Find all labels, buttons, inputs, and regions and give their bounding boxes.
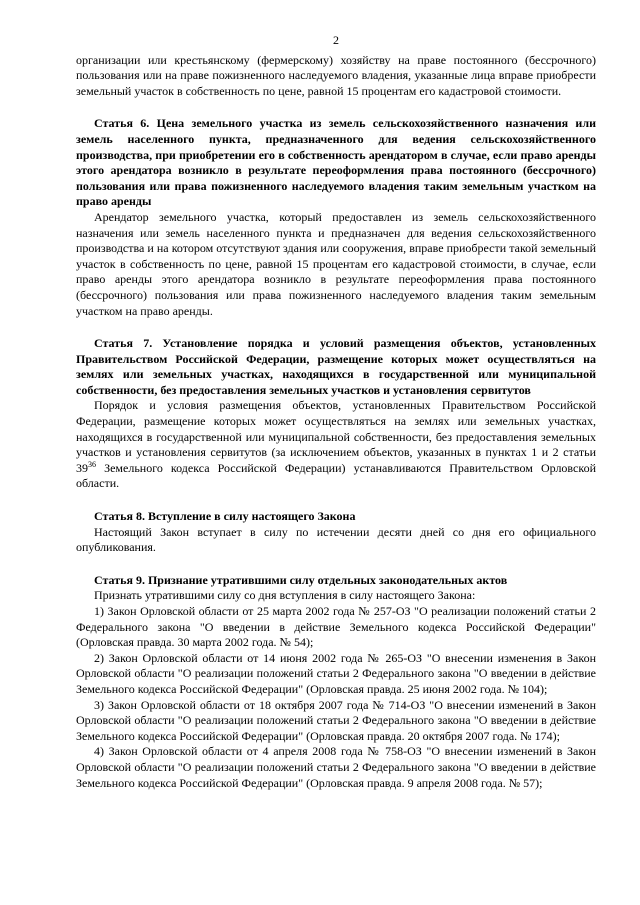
article-9-item-2: 2) Закон Орловской области от 14 июня 2002 года № 265-ОЗ "О внесении изменения в Закон Орловской области "О реализации положений статьи 2 Федерального закона "О введении в действие Земельного кодекса Российской Федерации" (Орловская правда. 25 июня 2002 года. № 104); (76, 650, 596, 696)
article-6-heading: Статья 6. Цена земельного участка из земель сельскохозяйственного назначения или земель населенного пункта, предназначенного для ведения сельскохозяйственного производства, при приобретении его в собственность арендатором в случае, если право аренды этого арендатора возникло в результате переоформления права постоянного (бессрочного) пользования или права пожизненного наследуемого владения таким земельным участком на право аренды (76, 116, 596, 209)
article-7-body (76, 398, 596, 492)
article-7-heading: Статья 7. Установление порядка и условий размещения объектов, установленных Правительством Российской Федерации, размещение которых может осуществляться на землях или земельных участках, находящихся в государственной или муниципальной собственности, без предоставления земельных участков и установления сервитутов (76, 336, 596, 397)
article-9-item-3: 3) Закон Орловской области от 18 октября 2007 года № 714-ОЗ "О внесении изменений в Закон Орловской области "О реализации положений статьи 2 Федерального закона "О введении в действие Земельного кодекса Российской Федерации" (Орловская правда. 20 октября 2007 года. № 174); (76, 697, 596, 743)
article-9-item-1: 1) Закон Орловской области от 25 марта 2002 года № 257-ОЗ "О реализации положений статьи 2 Федерального закона "О введении в действие Земельного кодекса Российской Федерации" (Орловская правда. 30 марта 2002 года. № 54); (76, 604, 596, 650)
article-6-body: Арендатор земельного участка, который предоставлен из земель сельскохозяйственного назначения или земель населенного пункта и предназначен для ведения сельскохозяйственного производства и на котором отсутствуют здания или сооружения, вправе приобрести такой земельный участок в собственность по цене, равной 15 процентам его кадастровой стоимости, в случае, если право аренды этого арендатора возникло в результате переоформления права постоянного (бессрочного) пользования или права пожизненного наследуемого владения таким земельным участком на право аренды. (76, 209, 596, 318)
article-8-body: Настоящий Закон вступает в силу по истечении десяти дней со дня его официального опубликования. (76, 524, 596, 555)
article-6 (76, 116, 596, 319)
article-8 (76, 509, 596, 556)
article-7-superscript: 36 (88, 459, 96, 469)
article-7-body-part-1: Порядок и условия размещения объектов, установленных Правительством Российской Федерации, размещение которых может осуществляться на землях или земельных участках, находящихся в государственной или муниципальной собственности, без предоставления земельных участков и установления сервитутов (за исключением объектов, указанных в пунктах 1 и 2 статьи 39 (76, 398, 596, 475)
article-8-heading: Статья 8. Вступление в силу настоящего Закона (94, 509, 356, 524)
article-9 (76, 573, 596, 791)
article-9-lead: Признать утратившими силу со дня вступления в силу настоящего Закона: (94, 588, 476, 603)
intro-paragraph: организации или крестьянскому (фермерскому) хозяйству на праве постоянного (бессрочного) пользования или на праве пожизненного наследуемого владения, указанные лица вправе приобрести земельный участок в собственность по цене, равной 15 процентам его кадастровой стоимости. (76, 52, 596, 98)
article-7-body-part-2: Земельного кодекса Российской Федерации) устанавливаются Правительством Орловской области. (76, 460, 596, 491)
page-number: 2 (333, 33, 339, 47)
article-9-heading: Статья 9. Признание утратившими силу отдельных законодательных актов (94, 572, 508, 587)
article-9-item-4: 4) Закон Орловской области от 4 апреля 2008 года № 758-ОЗ "О внесении изменений в Закон Орловской области "О реализации положений статьи 2 Федерального закона "О введении в действие Земельного кодекса Российской Федерации" (Орловская правда. 9 апреля 2008 года. № 57); (76, 744, 596, 790)
article-7 (76, 336, 596, 492)
